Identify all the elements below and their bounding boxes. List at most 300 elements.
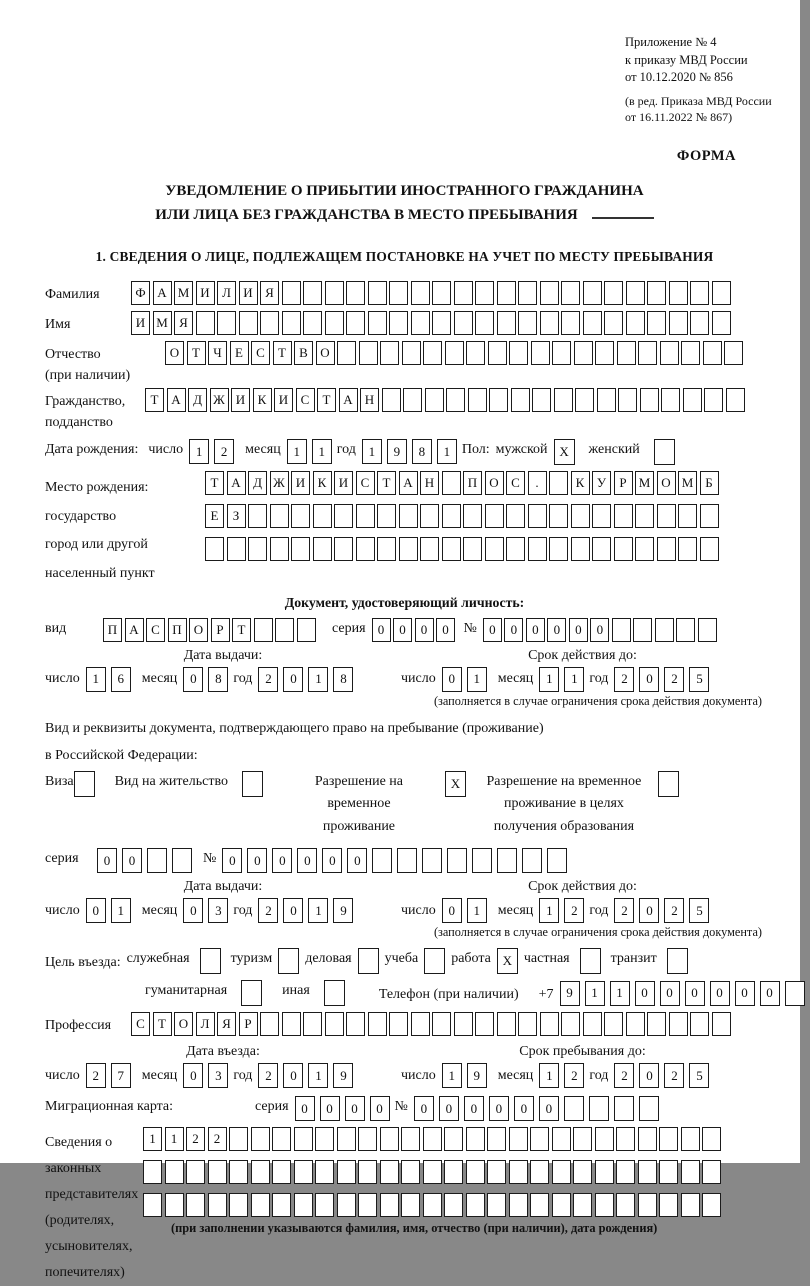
char-cell[interactable]: 0 (393, 618, 412, 642)
char-cell[interactable]: С (296, 388, 315, 412)
char-cell[interactable]: 0 (639, 667, 659, 692)
char-cell[interactable] (432, 1012, 451, 1036)
char-cell[interactable] (208, 1193, 227, 1217)
char-cell[interactable]: Ж (210, 388, 229, 412)
char-cell[interactable] (432, 281, 451, 305)
char-cell[interactable] (325, 281, 344, 305)
char-cell[interactable]: Т (205, 471, 224, 495)
char-cell[interactable] (549, 504, 568, 528)
char-cell[interactable]: И (196, 281, 215, 305)
char-cell[interactable]: 0 (222, 848, 242, 873)
char-cell[interactable]: 2 (564, 1063, 584, 1088)
char-cell[interactable]: 2 (214, 439, 234, 464)
char-cell[interactable] (399, 504, 418, 528)
char-cell[interactable]: И (291, 471, 310, 495)
char-cell[interactable]: 0 (122, 848, 142, 873)
char-cell[interactable] (497, 311, 516, 335)
char-cell[interactable]: 0 (539, 1096, 559, 1121)
char-cell[interactable] (380, 1127, 399, 1151)
char-cell[interactable]: 2 (208, 1127, 227, 1151)
char-cell[interactable] (377, 504, 396, 528)
char-cell[interactable] (604, 281, 623, 305)
char-cell[interactable]: 1 (539, 898, 559, 923)
char-cell[interactable] (485, 504, 504, 528)
char-cell[interactable] (589, 1096, 609, 1121)
char-cell[interactable] (506, 504, 525, 528)
char-cell[interactable]: 1 (111, 898, 131, 923)
char-cell[interactable]: 0 (370, 1096, 390, 1121)
char-cell[interactable]: Н (360, 388, 379, 412)
char-cell[interactable] (463, 537, 482, 561)
char-cell[interactable]: 1 (564, 667, 584, 692)
char-cell[interactable] (640, 388, 659, 412)
char-cell[interactable]: 0 (97, 848, 117, 873)
char-cell[interactable] (638, 1160, 657, 1184)
char-cell[interactable]: М (174, 281, 193, 305)
char-cell[interactable] (303, 281, 322, 305)
char-cell[interactable] (487, 1193, 506, 1217)
char-cell[interactable] (403, 388, 422, 412)
char-cell[interactable] (540, 1012, 559, 1036)
checkbox-cell[interactable] (580, 948, 601, 974)
char-cell[interactable] (531, 341, 550, 365)
char-cell[interactable] (411, 281, 430, 305)
char-cell[interactable] (518, 1012, 537, 1036)
char-cell[interactable]: 0 (464, 1096, 484, 1121)
char-cell[interactable] (509, 341, 528, 365)
char-cell[interactable]: 0 (483, 618, 502, 642)
char-cell[interactable] (647, 311, 666, 335)
char-cell[interactable]: 8 (412, 439, 432, 464)
char-cell[interactable] (575, 388, 594, 412)
char-cell[interactable] (612, 618, 631, 642)
char-cell[interactable] (571, 537, 590, 561)
char-cell[interactable] (420, 537, 439, 561)
char-cell[interactable]: Н (420, 471, 439, 495)
char-cell[interactable]: И (274, 388, 293, 412)
char-cell[interactable] (356, 504, 375, 528)
char-cell[interactable]: . (528, 471, 547, 495)
char-cell[interactable] (402, 341, 421, 365)
char-cell[interactable] (172, 848, 192, 873)
char-cell[interactable]: Т (273, 341, 292, 365)
char-cell[interactable] (368, 311, 387, 335)
char-cell[interactable]: О (189, 618, 208, 642)
char-cell[interactable]: 5 (689, 1063, 709, 1088)
char-cell[interactable]: Б (700, 471, 719, 495)
char-cell[interactable] (497, 848, 517, 873)
char-cell[interactable] (454, 1012, 473, 1036)
char-cell[interactable]: М (678, 471, 697, 495)
char-cell[interactable] (420, 504, 439, 528)
char-cell[interactable] (522, 848, 542, 873)
char-cell[interactable]: 0 (247, 848, 267, 873)
char-cell[interactable] (657, 537, 676, 561)
char-cell[interactable]: 0 (283, 1063, 303, 1088)
char-cell[interactable] (423, 1160, 442, 1184)
checkbox-cell[interactable] (324, 980, 345, 1006)
char-cell[interactable] (399, 537, 418, 561)
char-cell[interactable] (614, 537, 633, 561)
char-cell[interactable] (681, 1193, 700, 1217)
char-cell[interactable] (227, 537, 246, 561)
char-cell[interactable]: 1 (610, 981, 630, 1006)
char-cell[interactable] (239, 311, 258, 335)
char-cell[interactable] (509, 1193, 528, 1217)
char-cell[interactable]: 5 (689, 898, 709, 923)
char-cell[interactable] (712, 281, 731, 305)
char-cell[interactable] (595, 1193, 614, 1217)
char-cell[interactable] (655, 618, 674, 642)
char-cell[interactable] (489, 388, 508, 412)
char-cell[interactable]: 2 (664, 898, 684, 923)
char-cell[interactable] (337, 341, 356, 365)
char-cell[interactable]: Я (260, 281, 279, 305)
char-cell[interactable] (487, 1127, 506, 1151)
char-cell[interactable]: 1 (585, 981, 605, 1006)
char-cell[interactable] (475, 281, 494, 305)
char-cell[interactable]: Я (217, 1012, 236, 1036)
char-cell[interactable] (165, 1160, 184, 1184)
char-cell[interactable] (583, 1012, 602, 1036)
char-cell[interactable]: К (253, 388, 272, 412)
char-cell[interactable] (372, 848, 392, 873)
char-cell[interactable] (358, 1160, 377, 1184)
char-cell[interactable] (186, 1160, 205, 1184)
char-cell[interactable] (442, 537, 461, 561)
char-cell[interactable]: 0 (295, 1096, 315, 1121)
char-cell[interactable]: О (316, 341, 335, 365)
char-cell[interactable]: 2 (186, 1127, 205, 1151)
char-cell[interactable]: Ж (270, 471, 289, 495)
char-cell[interactable] (702, 1193, 721, 1217)
char-cell[interactable] (638, 341, 657, 365)
char-cell[interactable] (659, 1160, 678, 1184)
char-cell[interactable] (442, 471, 461, 495)
char-cell[interactable]: Л (217, 281, 236, 305)
char-cell[interactable] (382, 388, 401, 412)
char-cell[interactable]: 1 (308, 898, 328, 923)
char-cell[interactable] (633, 618, 652, 642)
char-cell[interactable]: Ф (131, 281, 150, 305)
char-cell[interactable]: С (146, 618, 165, 642)
char-cell[interactable] (690, 1012, 709, 1036)
char-cell[interactable]: Я (174, 311, 193, 335)
char-cell[interactable] (446, 388, 465, 412)
char-cell[interactable] (660, 341, 679, 365)
char-cell[interactable] (315, 1160, 334, 1184)
char-cell[interactable] (540, 311, 559, 335)
char-cell[interactable] (196, 311, 215, 335)
char-cell[interactable] (552, 1193, 571, 1217)
char-cell[interactable]: 9 (333, 1063, 353, 1088)
char-cell[interactable] (260, 311, 279, 335)
char-cell[interactable]: О (485, 471, 504, 495)
char-cell[interactable]: И (131, 311, 150, 335)
char-cell[interactable]: А (125, 618, 144, 642)
char-cell[interactable]: 1 (437, 439, 457, 464)
char-cell[interactable]: 0 (760, 981, 780, 1006)
char-cell[interactable]: 0 (415, 618, 434, 642)
char-cell[interactable] (528, 504, 547, 528)
char-cell[interactable] (592, 537, 611, 561)
char-cell[interactable]: Т (153, 1012, 172, 1036)
char-cell[interactable] (573, 1193, 592, 1217)
char-cell[interactable]: 0 (639, 898, 659, 923)
char-cell[interactable]: 0 (86, 898, 106, 923)
char-cell[interactable]: Е (205, 504, 224, 528)
char-cell[interactable]: 0 (710, 981, 730, 1006)
char-cell[interactable] (447, 848, 467, 873)
char-cell[interactable] (700, 504, 719, 528)
char-cell[interactable] (303, 311, 322, 335)
char-cell[interactable] (595, 1127, 614, 1151)
char-cell[interactable] (703, 341, 722, 365)
char-cell[interactable] (423, 1193, 442, 1217)
char-cell[interactable]: 0 (436, 618, 455, 642)
char-cell[interactable]: А (167, 388, 186, 412)
char-cell[interactable] (368, 1012, 387, 1036)
char-cell[interactable] (380, 1160, 399, 1184)
checkbox-cell[interactable] (278, 948, 299, 974)
checkbox-cell[interactable] (242, 771, 263, 797)
char-cell[interactable] (595, 1160, 614, 1184)
char-cell[interactable]: 7 (111, 1063, 131, 1088)
char-cell[interactable]: О (165, 341, 184, 365)
char-cell[interactable] (466, 1193, 485, 1217)
char-cell[interactable] (454, 311, 473, 335)
char-cell[interactable]: 0 (526, 618, 545, 642)
char-cell[interactable] (571, 504, 590, 528)
char-cell[interactable] (186, 1193, 205, 1217)
char-cell[interactable] (346, 281, 365, 305)
char-cell[interactable] (272, 1193, 291, 1217)
char-cell[interactable] (270, 537, 289, 561)
char-cell[interactable] (217, 311, 236, 335)
char-cell[interactable] (690, 281, 709, 305)
char-cell[interactable]: Т (145, 388, 164, 412)
char-cell[interactable] (549, 471, 568, 495)
char-cell[interactable] (617, 341, 636, 365)
checkbox-cell[interactable] (200, 948, 221, 974)
char-cell[interactable] (423, 341, 442, 365)
char-cell[interactable] (463, 504, 482, 528)
char-cell[interactable] (785, 981, 805, 1006)
char-cell[interactable]: 0 (345, 1096, 365, 1121)
char-cell[interactable] (616, 1127, 635, 1151)
char-cell[interactable]: 0 (660, 981, 680, 1006)
char-cell[interactable]: 3 (208, 1063, 228, 1088)
char-cell[interactable]: 2 (86, 1063, 106, 1088)
char-cell[interactable] (614, 504, 633, 528)
char-cell[interactable] (681, 1127, 700, 1151)
char-cell[interactable]: Л (196, 1012, 215, 1036)
char-cell[interactable]: 0 (685, 981, 705, 1006)
char-cell[interactable] (466, 341, 485, 365)
char-cell[interactable]: 2 (614, 1063, 634, 1088)
char-cell[interactable]: 0 (320, 1096, 340, 1121)
char-cell[interactable] (282, 1012, 301, 1036)
char-cell[interactable] (270, 504, 289, 528)
char-cell[interactable]: 2 (258, 898, 278, 923)
char-cell[interactable] (389, 311, 408, 335)
char-cell[interactable]: 1 (143, 1127, 162, 1151)
char-cell[interactable] (681, 1160, 700, 1184)
char-cell[interactable] (724, 341, 743, 365)
char-cell[interactable] (702, 1127, 721, 1151)
char-cell[interactable]: А (339, 388, 358, 412)
char-cell[interactable] (229, 1127, 248, 1151)
char-cell[interactable] (509, 1160, 528, 1184)
char-cell[interactable]: 0 (272, 848, 292, 873)
char-cell[interactable] (251, 1193, 270, 1217)
char-cell[interactable]: 0 (322, 848, 342, 873)
char-cell[interactable] (401, 1127, 420, 1151)
char-cell[interactable] (282, 311, 301, 335)
char-cell[interactable]: 1 (287, 439, 307, 464)
char-cell[interactable] (583, 311, 602, 335)
char-cell[interactable] (497, 281, 516, 305)
char-cell[interactable] (639, 1096, 659, 1121)
char-cell[interactable]: П (463, 471, 482, 495)
char-cell[interactable]: Д (248, 471, 267, 495)
char-cell[interactable] (488, 341, 507, 365)
char-cell[interactable]: 2 (258, 1063, 278, 1088)
char-cell[interactable] (294, 1160, 313, 1184)
char-cell[interactable] (561, 281, 580, 305)
char-cell[interactable]: 0 (183, 667, 203, 692)
char-cell[interactable] (683, 388, 702, 412)
char-cell[interactable] (561, 1012, 580, 1036)
char-cell[interactable] (229, 1193, 248, 1217)
char-cell[interactable]: 0 (283, 898, 303, 923)
char-cell[interactable]: О (657, 471, 676, 495)
char-cell[interactable] (425, 388, 444, 412)
char-cell[interactable] (248, 537, 267, 561)
char-cell[interactable] (647, 281, 666, 305)
char-cell[interactable]: А (227, 471, 246, 495)
char-cell[interactable] (485, 537, 504, 561)
char-cell[interactable] (165, 1193, 184, 1217)
char-cell[interactable]: 8 (333, 667, 353, 692)
char-cell[interactable] (291, 504, 310, 528)
char-cell[interactable] (669, 1012, 688, 1036)
char-cell[interactable]: З (227, 504, 246, 528)
char-cell[interactable] (315, 1193, 334, 1217)
char-cell[interactable] (702, 1160, 721, 1184)
char-cell[interactable] (442, 504, 461, 528)
char-cell[interactable]: А (399, 471, 418, 495)
char-cell[interactable]: А (153, 281, 172, 305)
char-cell[interactable]: 1 (467, 898, 487, 923)
char-cell[interactable]: 0 (183, 1063, 203, 1088)
char-cell[interactable] (561, 311, 580, 335)
char-cell[interactable] (726, 388, 745, 412)
char-cell[interactable] (540, 281, 559, 305)
char-cell[interactable]: 1 (308, 1063, 328, 1088)
char-cell[interactable] (704, 388, 723, 412)
char-cell[interactable] (251, 1127, 270, 1151)
char-cell[interactable] (334, 504, 353, 528)
char-cell[interactable]: 0 (547, 618, 566, 642)
char-cell[interactable]: Р (239, 1012, 258, 1036)
char-cell[interactable] (635, 537, 654, 561)
checkbox-cell[interactable]: X (554, 439, 575, 465)
char-cell[interactable] (657, 504, 676, 528)
checkbox-cell[interactable] (667, 948, 688, 974)
char-cell[interactable] (518, 311, 537, 335)
char-cell[interactable] (411, 1012, 430, 1036)
char-cell[interactable] (337, 1127, 356, 1151)
char-cell[interactable] (552, 1127, 571, 1151)
char-cell[interactable] (143, 1160, 162, 1184)
char-cell[interactable] (626, 311, 645, 335)
char-cell[interactable]: И (239, 281, 258, 305)
char-cell[interactable]: И (231, 388, 250, 412)
char-cell[interactable]: Т (317, 388, 336, 412)
char-cell[interactable] (647, 1012, 666, 1036)
checkbox-cell[interactable] (424, 948, 445, 974)
char-cell[interactable] (530, 1160, 549, 1184)
checkbox-cell[interactable] (241, 980, 262, 1006)
char-cell[interactable] (380, 1193, 399, 1217)
char-cell[interactable] (626, 281, 645, 305)
char-cell[interactable] (444, 1160, 463, 1184)
char-cell[interactable] (346, 311, 365, 335)
char-cell[interactable] (626, 1012, 645, 1036)
char-cell[interactable]: 8 (208, 667, 228, 692)
char-cell[interactable] (346, 1012, 365, 1036)
char-cell[interactable] (294, 1127, 313, 1151)
char-cell[interactable]: 0 (297, 848, 317, 873)
char-cell[interactable] (294, 1193, 313, 1217)
char-cell[interactable] (337, 1193, 356, 1217)
char-cell[interactable] (552, 341, 571, 365)
char-cell[interactable] (358, 1127, 377, 1151)
char-cell[interactable] (411, 311, 430, 335)
char-cell[interactable]: 5 (689, 667, 709, 692)
char-cell[interactable] (712, 311, 731, 335)
char-cell[interactable] (595, 341, 614, 365)
char-cell[interactable] (681, 341, 700, 365)
char-cell[interactable] (506, 537, 525, 561)
char-cell[interactable] (275, 618, 294, 642)
char-cell[interactable] (303, 1012, 322, 1036)
char-cell[interactable]: 0 (639, 1063, 659, 1088)
char-cell[interactable]: Т (232, 618, 251, 642)
char-cell[interactable] (583, 281, 602, 305)
checkbox-cell[interactable] (654, 439, 675, 465)
char-cell[interactable]: 0 (442, 898, 462, 923)
char-cell[interactable] (669, 281, 688, 305)
checkbox-cell[interactable]: X (497, 948, 518, 974)
char-cell[interactable]: 0 (183, 898, 203, 923)
char-cell[interactable] (678, 537, 697, 561)
char-cell[interactable]: 9 (467, 1063, 487, 1088)
char-cell[interactable]: П (103, 618, 122, 642)
char-cell[interactable]: И (334, 471, 353, 495)
char-cell[interactable]: П (168, 618, 187, 642)
char-cell[interactable] (359, 341, 378, 365)
char-cell[interactable]: 2 (614, 898, 634, 923)
char-cell[interactable]: 0 (439, 1096, 459, 1121)
char-cell[interactable]: 0 (590, 618, 609, 642)
char-cell[interactable] (676, 618, 695, 642)
checkbox-cell[interactable]: X (445, 771, 466, 797)
char-cell[interactable] (604, 311, 623, 335)
char-cell[interactable] (604, 1012, 623, 1036)
char-cell[interactable] (497, 1012, 516, 1036)
